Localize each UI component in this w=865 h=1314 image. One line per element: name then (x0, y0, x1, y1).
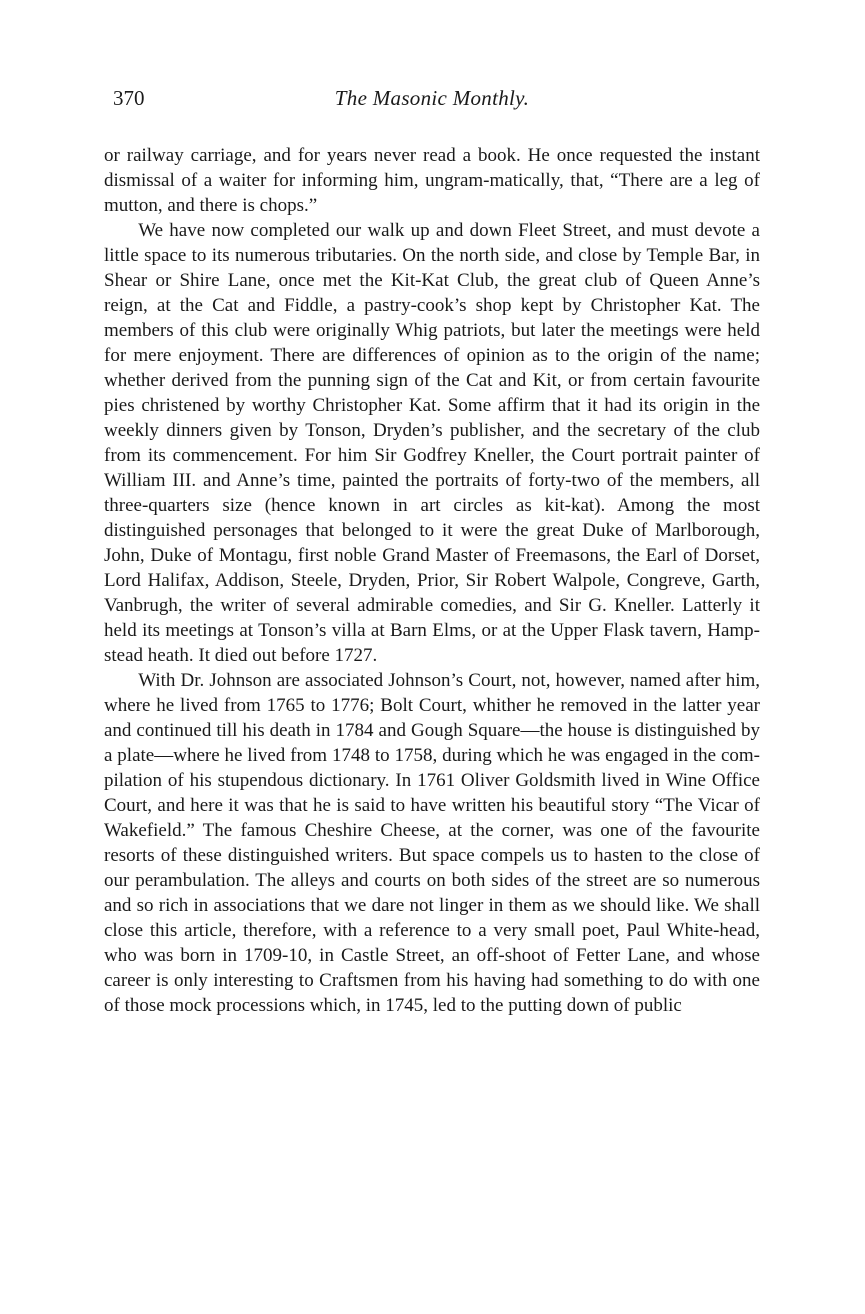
paragraph-continued: or railway carriage, and for years never read a book. He once requested the instant dismissal of a waiter for informing him, ungram-matically, that, “There are a leg of mutton, and there is chops.” (104, 145, 760, 216)
paragraph-johnson: With Dr. Johnson are associated Johnson’s Court, not, however, named after him, where he lived from 1765 to 1776; Bolt Court, whither he removed in the latter year and continued till his death in 1784 and Gough Square—the house is distinguished by a plate—where he lived from 1748 to 1758, during which he was engaged in the com-pilation of his stupendous dictionary. In 1761 Oliver Goldsmith lived in Wine Office Court, and here it was that he is said to have written his beautiful story “The Vicar of Wakefield.” The famous Cheshire Cheese, at the corner, was one of the favourite resorts of these distinguished writers. But space compels us to hasten to the close of our perambulation. The alleys and courts on both sides of the street are so numerous and so rich in associations that we dare not linger in them as we should like. We shall close this article, therefore, with a reference to a very small poet, Paul White-head, who was born in 1709-10, in Castle Street, an off-shoot of Fetter Lane, and whose career is only interesting to Craftsmen from his having had something to do with one of those mock processions which, in 1745, led to the putting down of public (104, 670, 760, 1016)
running-title: The Masonic Monthly. (334, 86, 530, 110)
page-number: 370 (113, 86, 145, 110)
article-body (104, 143, 760, 1018)
page (104, 86, 760, 1018)
paragraph-kit-kat-club: We have now completed our walk up and down Fleet Street, and must devote a little space to its numerous tributaries. On the north side, and close by Temple Bar, in Shear or Shire Lane, once met the Kit-Kat Club, the great club of Queen Anne’s reign, at the Cat and Fiddle, a pastry-cook’s shop kept by Christopher Kat. The members of this club were originally Whig patriots, but later the meetings were held for mere enjoyment. There are differences of opinion as to the origin of the name; whether derived from the punning sign of the Cat and Kit, or from certain favourite pies christened by worthy Christopher Kat. Some affirm that it had its origin in the weekly dinners given by Tonson, Dryden’s publisher, and the secretary of the club from its commencement. For him Sir Godfrey Kneller, the Court portrait painter of William III. and Anne’s time, painted the portraits of forty-two of the members, all three-quarters size (hence known in art circles as kit-kat). Among the most distinguished personages that belonged to it were the great Duke of Marlborough, John, Duke of Montagu, first noble Grand Master of Freemasons, the Earl of Dorset, Lord Halifax, Addison, Steele, Dryden, Prior, Sir Robert Walpole, Congreve, Garth, Vanbrugh, the writer of several admirable comedies, and Sir G. Kneller. Latterly it held its meetings at Tonson’s villa at Barn Elms, or at the Upper Flask tavern, Hamp-stead heath. It died out before 1727. (104, 220, 760, 666)
running-header (104, 86, 760, 120)
